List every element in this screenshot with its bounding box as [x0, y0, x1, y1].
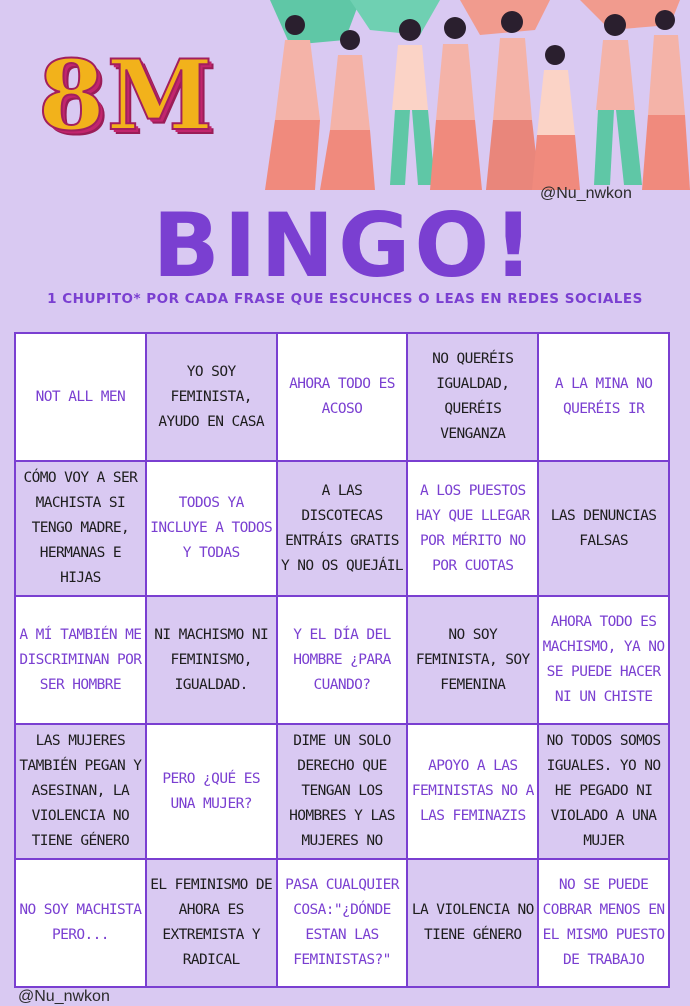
- bingo-cell: NO SE PUEDE COBRAR MENOS EN EL MISMO PUESTO DE TRABAJO: [539, 860, 668, 986]
- bingo-cell: NO SOY MACHISTA PERO...: [16, 860, 145, 986]
- bingo-cell: AHORA TODO ES MACHISMO, YA NO SE PUEDE HACER NI UN CHISTE: [539, 597, 668, 723]
- bingo-cell: DIME UN SOLO DERECHO QUE TENGAN LOS HOMBRES Y LAS MUJERES NO: [278, 725, 407, 858]
- bingo-grid: [14, 332, 670, 988]
- bingo-cell: A MÍ TAMBIÉN ME DISCRIMINAN POR SER HOMBRE: [16, 597, 145, 723]
- author-handle: @Nu_nwkon: [540, 185, 632, 202]
- marching-women-illustration: [250, 0, 690, 195]
- page-title: BINGO!: [152, 194, 538, 297]
- bingo-cell: PERO ¿QUÉ ES UNA MUJER?: [147, 725, 276, 858]
- bingo-cell: LA VIOLENCIA NO TIENE GÉNERO: [408, 860, 537, 986]
- bingo-cell: YO SOY FEMINISTA, AYUDO EN CASA: [147, 334, 276, 460]
- bingo-cell: NO QUERÉIS IGUALDAD, QUERÉIS VENGANZA: [408, 334, 537, 460]
- bingo-cell: Y EL DÍA DEL HOMBRE ¿PARA CUANDO?: [278, 597, 407, 723]
- bingo-cell: APOYO A LAS FEMINISTAS NO A LAS FEMINAZIS: [408, 725, 537, 858]
- bingo-cell: NO TODOS SOMOS IGUALES. YO NO HE PEGADO NI VIOLADO A UNA MUJER: [539, 725, 668, 858]
- logo-8m: 8M: [38, 39, 216, 152]
- bingo-cell: NI MACHISMO NI FEMINISMO, IGUALDAD.: [147, 597, 276, 723]
- bingo-cell: TODOS YA INCLUYE A TODOS Y TODAS: [147, 462, 276, 595]
- bingo-cell: CÓMO VOY A SER MACHISTA SI TENGO MADRE, HERMANAS E HIJAS: [16, 462, 145, 595]
- bingo-cell: A LA MINA NO QUERÉIS IR: [539, 334, 668, 460]
- bingo-cell: LAS DENUNCIAS FALSAS: [539, 462, 668, 595]
- bingo-cell: A LAS DISCOTECAS ENTRÁIS GRATIS Y NO OS QUEJÁIL: [278, 462, 407, 595]
- bingo-cell: EL FEMINISMO DE AHORA ES EXTREMISTA Y RADICAL: [147, 860, 276, 986]
- bingo-cell: A LOS PUESTOS HAY QUE LLEGAR POR MÉRITO NO POR CUOTAS: [408, 462, 537, 595]
- bingo-cell: LAS MUJERES TAMBIÉN PEGAN Y ASESINAN, LA VIOLENCIA NO TIENE GÉNERO: [16, 725, 145, 858]
- footer-handle: @Nu_nwkon: [18, 988, 110, 1005]
- bingo-cell: AHORA TODO ES ACOSO: [278, 334, 407, 460]
- bingo-cell: NOT ALL MEN: [16, 334, 145, 460]
- bingo-cell: NO SOY FEMINISTA, SOY FEMENINA: [408, 597, 537, 723]
- bingo-cell: PASA CUALQUIER COSA:"¿DÓNDE ESTAN LAS FEMINISTAS?": [278, 860, 407, 986]
- subtitle: 1 CHUPITO* POR CADA FRASE QUE ESCUHCES O LEAS EN REDES SOCIALES: [47, 291, 643, 307]
